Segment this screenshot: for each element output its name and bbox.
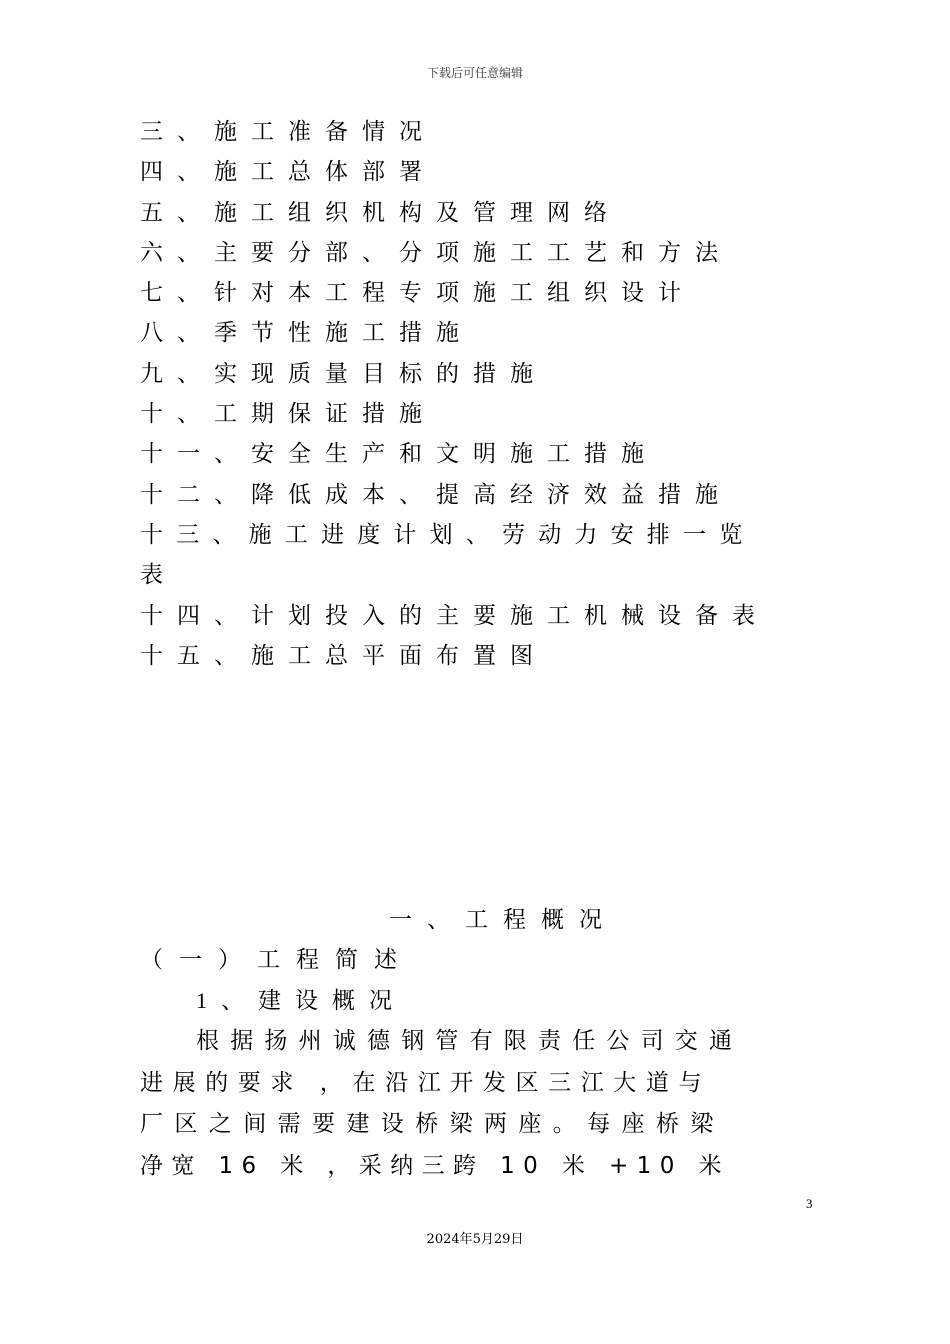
item-heading [196, 981, 406, 1021]
toc-item: 十二、降低成本、提高经济效益措施 [140, 481, 732, 508]
item-title: 、建设概况 [221, 988, 406, 1014]
paragraph-line: 根据扬州诚德钢管有限责任公司交通 [196, 1028, 744, 1054]
toc-item: 十五、施工总平面布置图 [140, 642, 547, 669]
table-of-contents [140, 112, 820, 676]
toc-item: 十三、施工进度计划、劳动力安排一览 [140, 521, 756, 548]
toc-item: 六、主要分部、分项施工工艺和方法 [140, 239, 732, 266]
subsection-heading: （一）工程简述 [140, 947, 413, 973]
toc-item: 十一、安全生产和文明施工措施 [140, 441, 658, 468]
toc-item: 十四、计划投入的主要施工机械设备表 [140, 602, 769, 629]
paragraph-line: 厂区之间需要建设桥梁两座。每座桥梁 [140, 1111, 725, 1137]
paragraph-line: 净宽 16 米 ，采纳三跨 10 米 +10 米 [140, 1152, 730, 1179]
body-paragraph [140, 1021, 800, 1187]
toc-item: 五、施工组织机构及管理网络 [140, 199, 621, 226]
page-header: 下载后可任意编辑 [426, 66, 523, 80]
toc-item: 八、季节性施工措施 [140, 320, 473, 347]
item-number: 1 [196, 988, 221, 1013]
toc-item: 三、施工准备情况 [140, 119, 436, 145]
toc-item-continuation: 表 [140, 562, 163, 589]
toc-item: 九、实现质量目标的措施 [140, 360, 547, 387]
paragraph-line: 进展的要求 ，在沿江开发区三江大道与 [140, 1069, 712, 1096]
page-number: 3 [806, 1196, 813, 1211]
toc-item: 十、工期保证措施 [140, 401, 436, 428]
toc-item: 四、施工总体部署 [140, 159, 436, 186]
section-title: 一、工程概况 [389, 907, 617, 933]
toc-item: 七、针对本工程专项施工组织设计 [140, 280, 695, 307]
page-footer-date: 2024年5月29日 [426, 1232, 524, 1247]
